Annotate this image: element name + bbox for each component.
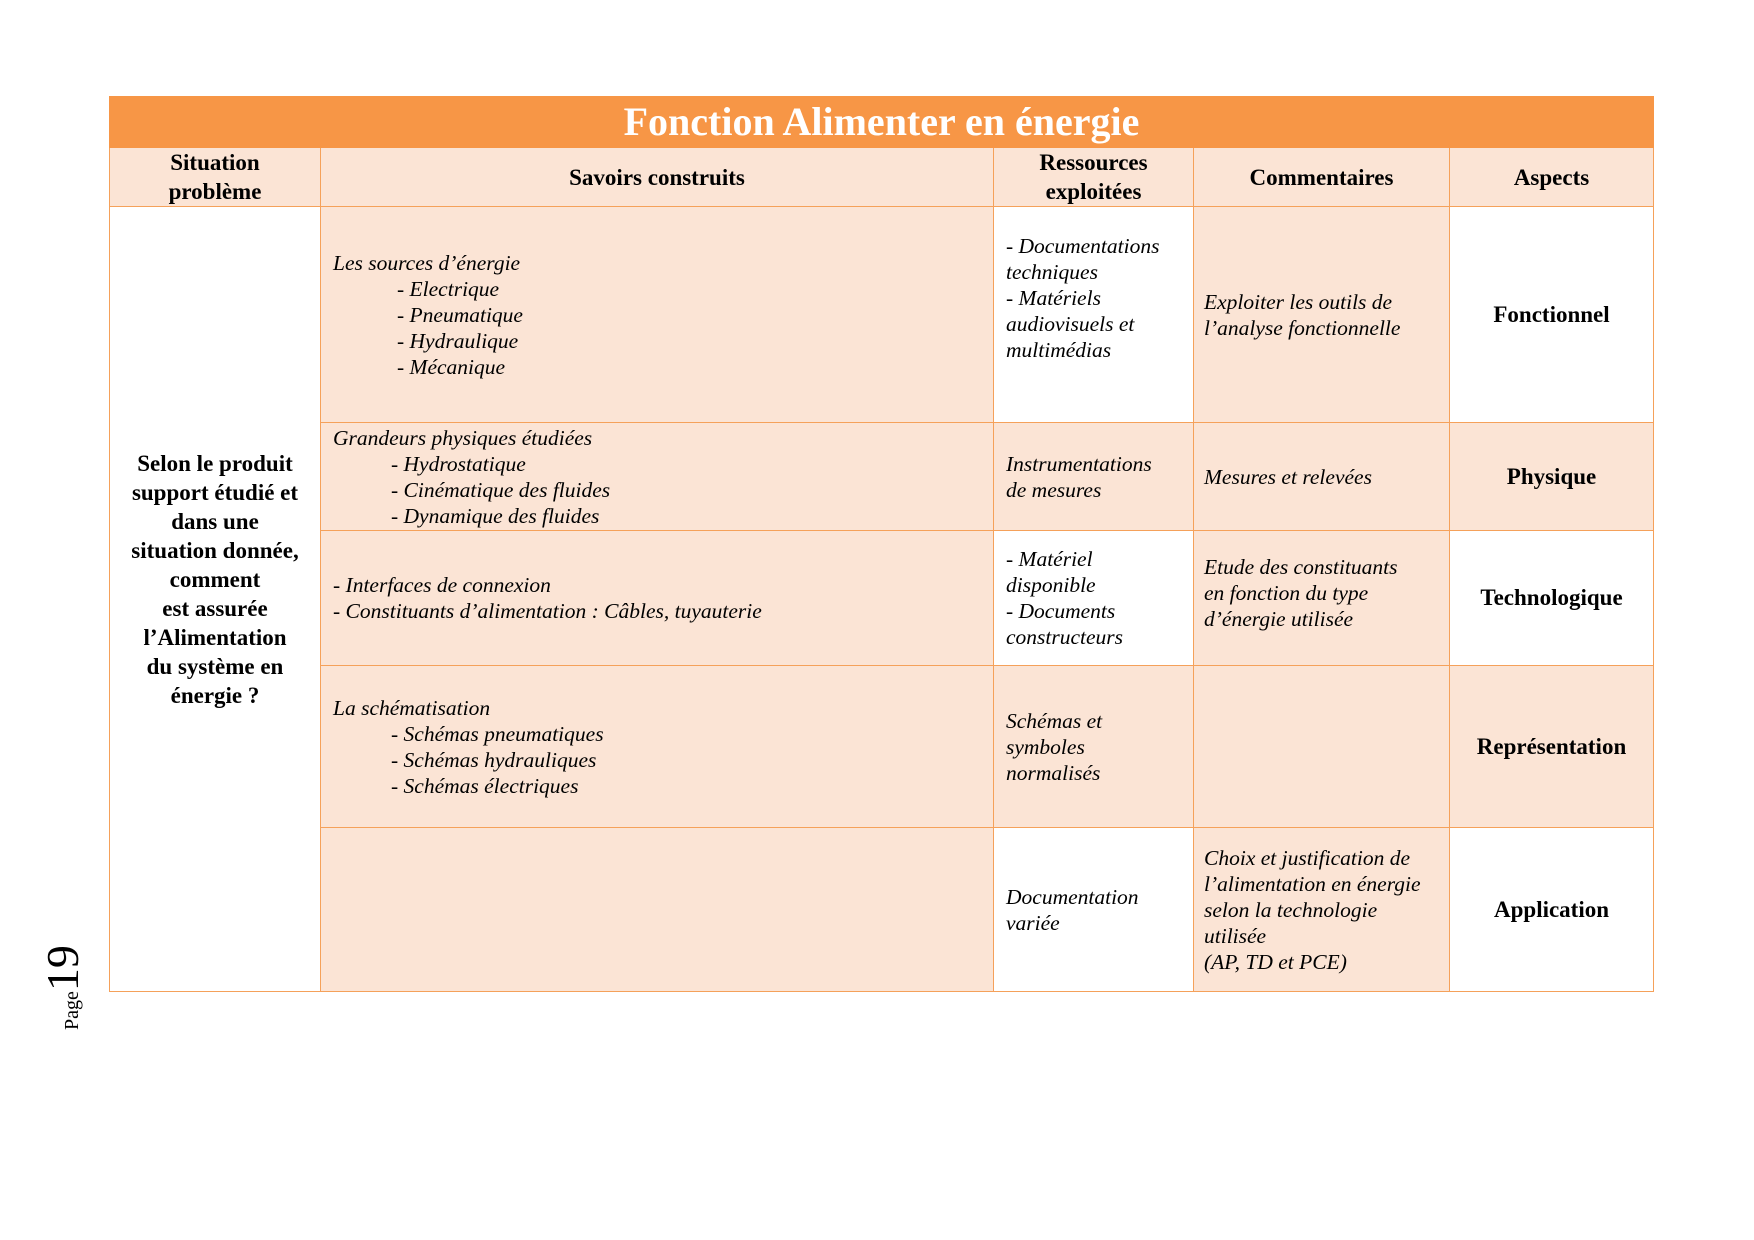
ressources-cell: Documentation variée xyxy=(994,828,1194,992)
commentaires-cell: Etude des constituants en fonction du type d’énergie utilisée xyxy=(1194,531,1450,666)
header-commentaires: Commentaires xyxy=(1194,148,1450,207)
ressources-cell: - Documentations techniques - Matériels audiovisuels et multimédias xyxy=(994,207,1194,423)
aspect-cell: Application xyxy=(1450,828,1654,992)
curriculum-table-container xyxy=(109,96,1653,992)
aspect-cell: Fonctionnel xyxy=(1450,207,1654,423)
page-number xyxy=(36,890,88,1030)
ressources-cell: - Matériel disponible - Documents constructeurs xyxy=(994,531,1194,666)
aspect-cell: Représentation xyxy=(1450,666,1654,828)
page-label: Page xyxy=(61,991,83,1030)
ressources-cell: Schémas et symboles normalisés xyxy=(994,666,1194,828)
savoirs-cell: - Interfaces de connexion - Constituants d’alimentation : Câbles, tuyauterie xyxy=(321,531,994,666)
ressources-cell: Instrumentations de mesures xyxy=(994,423,1194,531)
savoirs-cell: La schématisation - Schémas pneumatiques - Schémas hydrauliques - Schémas électriques xyxy=(321,666,994,828)
table-row xyxy=(110,828,1654,992)
situation-probleme-cell: Selon le produit support étudié et dans une situation donnée, comment est assurée l’Alimentation du système en énergie ? xyxy=(110,207,321,992)
commentaires-cell xyxy=(1194,666,1450,828)
table-row xyxy=(110,531,1654,666)
commentaires-cell: Choix et justification de l’alimentation en énergie selon la technologie utilisée (AP, TD et PCE) xyxy=(1194,828,1450,992)
header-savoirs: Savoirs construits xyxy=(321,148,994,207)
header-situation: Situation problème xyxy=(110,148,321,207)
commentaires-cell: Mesures et relevées xyxy=(1194,423,1450,531)
savoirs-cell: Les sources d’énergie - Electrique - Pneumatique - Hydraulique - Mécanique xyxy=(321,207,994,423)
commentaires-cell: Exploiter les outils de l’analyse fonctionnelle xyxy=(1194,207,1450,423)
savoirs-cell xyxy=(321,828,994,992)
table-row xyxy=(110,666,1654,828)
aspect-cell: Technologique xyxy=(1450,531,1654,666)
page-number-value: 19 xyxy=(37,945,88,992)
table-row xyxy=(110,207,1654,423)
savoirs-cell: Grandeurs physiques étudiées - Hydrostatique - Cinématique des fluides - Dynamique des fluides xyxy=(321,423,994,531)
table-row xyxy=(110,423,1654,531)
aspect-cell: Physique xyxy=(1450,423,1654,531)
header-ressources: Ressources exploitées xyxy=(994,148,1194,207)
curriculum-table xyxy=(109,96,1654,992)
table-title: Fonction Alimenter en énergie xyxy=(110,97,1654,148)
header-aspects: Aspects xyxy=(1450,148,1654,207)
